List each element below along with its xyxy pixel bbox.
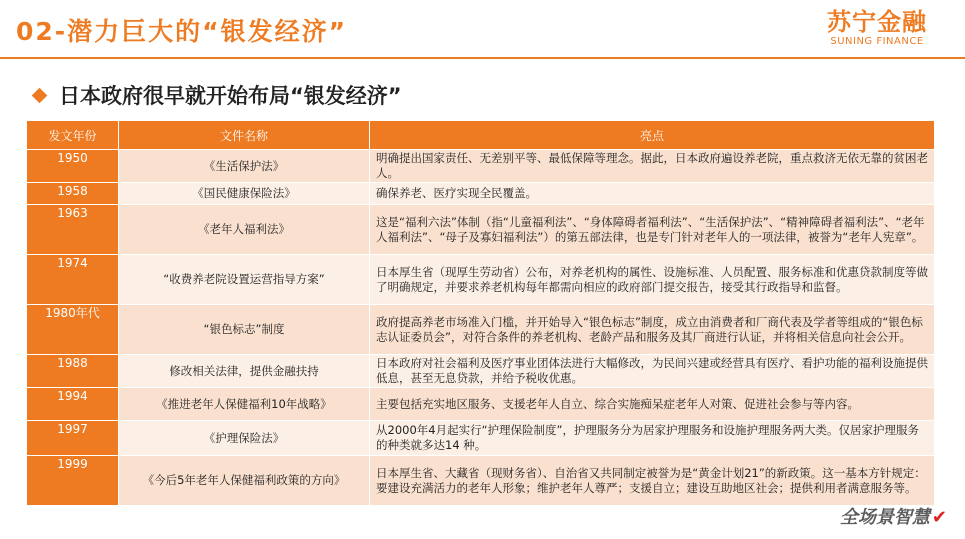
row-year: 1988 xyxy=(27,355,119,388)
footer-brand-text: 全场景智慧 xyxy=(839,507,930,528)
row-highlight: 确保养老、医疗实现全民覆盖。 xyxy=(370,183,935,205)
title-divider xyxy=(0,57,965,59)
row-highlight: 这是“福利六法”体制（指“儿童福利法”、“身体障碍者福利法”、“生活保护法”、“精神障碍者福利法”、“老年人福利法”、“母子及寡妇福利法”）的第五部法律，也是专门针对老年人的一项法律，被誉为“老年人宪章”。 xyxy=(370,205,935,255)
row-year: 1994 xyxy=(27,388,119,421)
row-document: “银色标志”制度 xyxy=(119,305,370,355)
table-row xyxy=(27,183,935,205)
brand-logo xyxy=(817,8,937,48)
footer-brand xyxy=(840,503,947,529)
row-year: 1963 xyxy=(27,205,119,255)
brand-logo-en: SUNING FINANCE xyxy=(830,36,924,47)
row-year: 1997 xyxy=(27,421,119,456)
check-icon: ✔ xyxy=(931,507,947,528)
row-highlight: 明确提出国家责任、无差别平等、最低保障等理念。据此，日本政府遍设养老院，重点救济无依无靠的贫困老人。 xyxy=(370,150,935,183)
row-year: 1980年代 xyxy=(27,305,119,355)
table-row xyxy=(27,388,935,421)
table-header-row xyxy=(27,121,935,150)
row-highlight: 日本厚生省（现厚生劳动省）公布，对养老机构的属性、设施标准、人员配置、服务标准和优惠贷款制度等做了明确规定，并要求养老机构每年都需向相应的政府部门提交报告，接受其行政指导和监督。 xyxy=(370,255,935,305)
row-highlight: 从2000年4月起实行“护理保险制度”，护理服务分为居家护理服务和设施护理服务两大类。仅居家护理服务的种类就多达14 种。 xyxy=(370,421,935,456)
table-row xyxy=(27,255,935,305)
table-row xyxy=(27,456,935,506)
table-row xyxy=(27,205,935,255)
row-year: 1999 xyxy=(27,456,119,506)
row-document: 《生活保护法》 xyxy=(119,150,370,183)
column-header-year: 发文年份 xyxy=(27,121,119,150)
row-document: 《老年人福利法》 xyxy=(119,205,370,255)
table-row xyxy=(27,305,935,355)
row-document: 《护理保险法》 xyxy=(119,421,370,456)
row-document: “收费养老院设置运营指导方案” xyxy=(119,255,370,305)
diamond-bullet-icon xyxy=(32,87,48,103)
column-header-document: 文件名称 xyxy=(119,121,370,150)
row-highlight: 主要包括充实地区服务、支援老年人自立、综合实施痴呆症老年人对策、促进社会参与等内容。 xyxy=(370,388,935,421)
row-document: 《今后5年老年人保健福利政策的方向》 xyxy=(119,456,370,506)
table-row xyxy=(27,150,935,183)
row-year: 1950 xyxy=(27,150,119,183)
page-title: 02-潜力巨大的“银发经济” xyxy=(16,17,348,46)
section-heading-text: 日本政府很早就开始布局“银发经济” xyxy=(59,84,402,108)
row-highlight: 日本政府对社会福利及医疗事业团体法进行大幅修改，为民间兴建或经营具有医疗、看护功能的福利设施提供低息，甚至无息贷款，并给予税收优惠。 xyxy=(370,355,935,388)
column-header-highlight: 亮点 xyxy=(370,121,935,150)
row-year: 1974 xyxy=(27,255,119,305)
row-year: 1958 xyxy=(27,183,119,205)
brand-logo-cn: 苏宁金融 xyxy=(827,8,927,36)
table-row xyxy=(27,421,935,456)
row-document: 《国民健康保险法》 xyxy=(119,183,370,205)
row-highlight: 日本厚生省、大藏省（现财务省）、自治省又共同制定被誉为是“黄金计划21”的新政策。这一基本方针规定：要建设充满活力的老年人形象；维护老年人尊严；支援自立；建设互助地区社会；提供利用者满意服务等。 xyxy=(370,456,935,506)
row-document: 《推进老年人保健福利10年战略》 xyxy=(119,388,370,421)
table-row xyxy=(27,355,935,388)
row-document: 修改相关法律，提供金融扶持 xyxy=(119,355,370,388)
policy-table xyxy=(26,120,935,506)
section-heading xyxy=(34,80,402,110)
row-highlight: 政府提高养老市场准入门槛，并开始导入“银色标志”制度，成立由消费者和厂商代表及学者等组成的“银色标志认证委员会”，对符合条件的养老机构、老龄产品和服务及其厂商进行认证，并将相关信息向社会公开。 xyxy=(370,305,935,355)
